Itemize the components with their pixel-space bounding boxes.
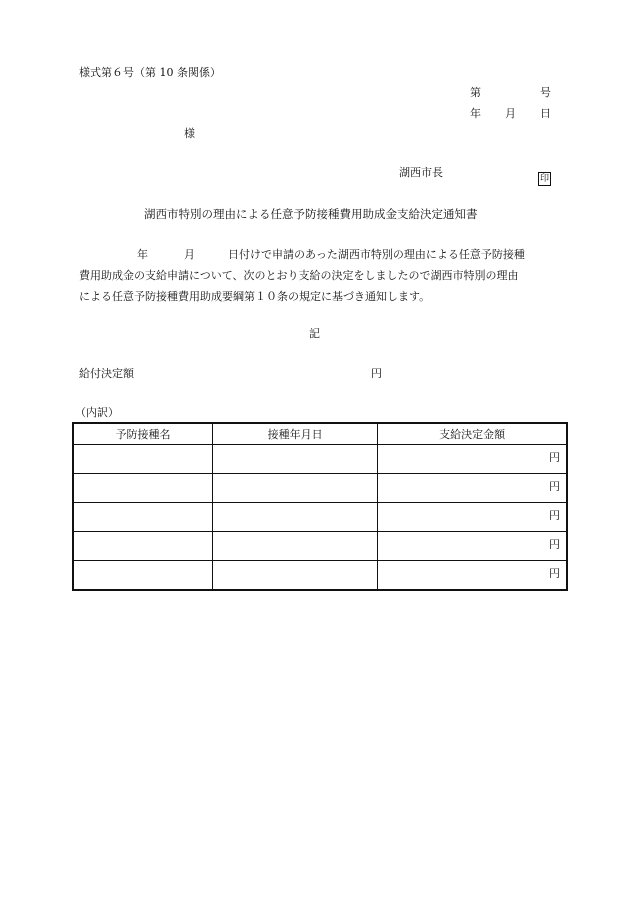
table-row [73,445,567,474]
header-vaccination-date: 接種年月日 [212,423,377,445]
body-line-1 [79,244,564,265]
table-row [73,503,567,532]
ki-marker: 記 [309,327,320,340]
breakdown-table [72,422,568,591]
table-header-row [73,423,567,445]
vaccination-date-cell [212,445,377,474]
document-number-suffix: 号 [540,86,551,99]
notice-body [79,244,564,307]
issue-date-year: 年 [470,107,481,120]
amount-cell: 円 [378,445,567,474]
header-approved-amount: 支給決定金額 [378,423,567,445]
vaccination-date-cell [212,532,377,561]
issuer-name: 湖西市長 [399,166,443,179]
table-row [73,532,567,561]
body-date-year: 年 [137,248,148,261]
recipient-honorific: 様 [184,127,195,140]
vaccine-name-cell [73,532,212,561]
vaccination-date-cell [212,503,377,532]
vaccination-date-cell [212,474,377,503]
payment-unit: 円 [371,367,382,380]
document-title: 湖西市特別の理由による任意予防接種費用助成金支給決定通知書 [144,207,478,221]
vaccine-name-cell [73,561,212,591]
body-line-3: による任意予防接種費用助成要綱第１０条の規定に基づき通知します。 [79,290,431,303]
body-line-2: 費用助成金の支給申請について、次のとおり支給の決定をしましたので湖西市特別の理由 [79,269,519,282]
issue-date-day: 日 [540,107,551,120]
header-vaccine-name: 予防接種名 [73,423,212,445]
breakdown-caption: （内訳） [75,406,119,419]
table-row [73,474,567,503]
seal-stamp: 印 [539,174,549,184]
form-number: 様式第６号（第 10 条関係） [79,66,221,79]
issue-date-month: 月 [505,107,516,120]
body-date-month: 月 [184,248,195,261]
amount-cell: 円 [378,503,567,532]
payment-label: 給付決定額 [79,367,134,380]
vaccine-name-cell [73,445,212,474]
amount-cell: 円 [378,532,567,561]
table-row [73,561,567,591]
vaccine-name-cell [73,474,212,503]
vaccine-name-cell [73,503,212,532]
vaccination-date-cell [212,561,377,591]
issuer-seal [538,166,551,186]
body-line-1-text: 日付けで申請のあった湖西市特別の理由による任意予防接種 [228,248,525,261]
document-number-prefix: 第 [470,86,481,99]
amount-cell: 円 [378,561,567,591]
amount-cell: 円 [378,474,567,503]
